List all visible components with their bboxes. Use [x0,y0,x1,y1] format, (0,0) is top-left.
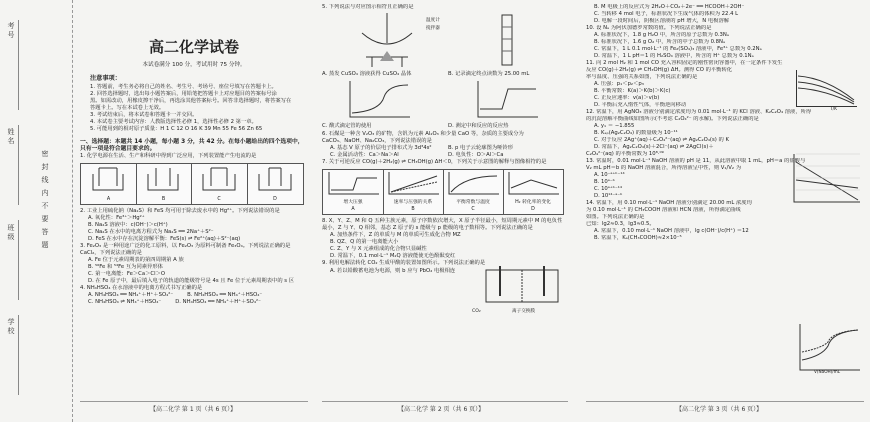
binding-line [18,220,19,300]
text-line: 如图。下列说法正确的是 [586,214,645,220]
option: B. 平衡常数：K(a)＞K(b)＞K(c) [594,88,671,94]
q6-options-row [322,152,568,159]
option: A. 氧化性：Fe³⁺＞Hg²⁺ [88,215,145,221]
option: B. Kₛₚ(Ag₂C₂O₄) 的数量级为 10⁻¹¹ [594,130,678,136]
q4-options-row-2 [80,299,308,306]
q7-cell-a [323,170,384,214]
q5-label-thermometer: 温度计 [426,18,440,23]
question-line: 12. 常温下，用 AgNO₃ 溶液分别滴定浓度均为 0.01 mol·L⁻¹ 的 KCl 溶液、K₂C₂O₄ 溶液，所得 [586,109,812,115]
page-footer-3: 【高二化学 第 3 页（共 6 页）】 [676,406,763,413]
line-graph-icon [383,170,443,198]
binding-label-name: 姓名 [7,128,15,146]
q7-text-b: 速率与压强的关系 [393,200,433,205]
q1-cell-b [136,164,192,204]
binding-label-school: 学校 [7,318,15,336]
q11-graph [790,68,860,112]
q1-figure [80,163,304,205]
q1-cap-a: A [106,197,111,202]
beaker-icon [191,164,247,194]
question-line: 11. 向 2 mol H₂ 和 1 mol CO 充入容积固定的刚性密闭容器中，在一定条件下发生 [586,60,783,66]
line-graph-icon [443,170,503,198]
q9-block [322,260,568,314]
q14-graph [792,322,862,376]
q4-options-row-1 [80,292,308,299]
option: A. y₁ ＝ −1.855 [594,123,635,129]
binding-warning: 密封线内不要答题 [41,150,49,254]
footer-rule [586,401,864,402]
option: A. 常温下，0.10 mol·L⁻¹ NaOH 溶液中，lg c(OH⁻)/c(H⁺) ＝12 [594,228,749,234]
note-line: 黑。如需改动，用橡皮擦干净后，再选涂其他答案标号。回答非选择题时，将答案写在 [90,98,292,104]
q7-cell-c [443,170,504,214]
option: D. 电解一段时间后，阴极区溶液的 pH 增大，N 电极溶解 [594,18,730,24]
q5-caption-c: C. 酸式滴定管的使用 [322,123,372,129]
column-page-1 [80,4,308,400]
titration-graph-icon [472,79,542,121]
option: D. 电负性：O＞Al＞Ca [448,152,504,158]
option: D. 10¹⁴⁻ᵃ⁻ᵇ [594,193,623,199]
option: C. 10ᵃ⁺ᵇ⁻¹⁴ [594,186,622,192]
electrolysis-cell-icon [482,266,562,306]
option: A. 加热条件下，Z 的单质与 M 的单质可生成化合物 MZ [330,232,461,238]
text-line: C₂O₄²⁻(aq) 的平衡常数为 10⁸·⁰⁹ [586,151,664,157]
column-page-3 [586,4,864,400]
question-5: 5. 下列说法与对应图示相符且正确的是 [322,4,414,10]
question-8: 8. X、Y、Z、M 和 Q 五种主族元素，原子序数依次增大，X 原子半径最小，短周期元素中 M 的电负性 [322,218,563,224]
option: A. Fe 位于元素周期表的第四周期第 A 族 [88,257,184,263]
option: A. 压强：p₁＜p₂＜p₃ [594,81,644,87]
exam-subtitle: 本试卷满分 100 分，考试用时 75 分钟。 [142,62,246,68]
option: D. 在 Fe 原子中，最后填入电子的轨道的能级符号是 4s 且 Fe 位于元素周期表中的 s 区 [88,278,295,284]
q5-label-stirrer: 搅拌器 [426,26,440,31]
note-line: 4. 本试卷主要考试内容：人教版选择性必修 1，选择性必修 2 第一章。 [90,119,257,125]
line-graph-icon [323,170,383,198]
question-line: 14. 常温下，用 0.10 mol·L⁻¹ NaOH 溶液分别滴定 20.00 mL 浓度均 [586,200,752,206]
burette-icon [492,13,522,69]
section-heading: 一、选择题：本题共 14 小题，每小题 3 分，共 42 分。在每小题给出的四个选项中，只有一项是符合题目要求的。 [80,139,304,152]
option: C. NH₄HSO₄ ⇌ NH₄⁺＋HSO₄⁻ [88,299,162,305]
binding-line [18,125,19,205]
text-line: 的沉淀溶解平衡曲线如图所示(不考虑 C₂O₄²⁻ 的水解)。下列说法正确的是 [586,116,759,122]
option: D. 常温下，Ag₂C₂O₄(s)＋2Cl⁻(aq) ⇌ 2AgCl(s)＋ [594,144,714,150]
option: B. 常温下，Kₐ(CH₃COOH)≈2×10⁻⁵ [594,235,682,241]
question-2: 2. 工业上用硫化钠（Na₂S）和 FeS 均可用于除去废水中的 Hg²⁺。下列说法错误的是 [80,208,280,214]
option: B. Na₂S 溶液中：c(OH⁻)＞c(H⁺) [88,222,168,228]
q7-figure [322,169,564,215]
q7-cap-d: D [531,207,535,212]
binding-margin [0,0,73,422]
q11-xlabel: T/K [830,107,838,112]
beaker-icon [81,164,136,194]
notes-heading: 注意事项： [90,75,121,82]
binding-label-class: 班级 [7,224,15,242]
q14-xlabel: V(NaOH)/mL [814,369,841,374]
footer-rule [322,401,568,402]
binding-label-exam-no: 考号 [7,22,15,40]
option: A. 基态 V 原子的价层电子排布式为 3d³4s² [330,145,432,151]
option: C. 对于反应 2Ag⁺(aq)＋C₂O₄²⁻(aq) ⇌ Ag₂C₂O₄(s) 的 K [594,137,729,143]
text-line: 已知：lg2≈0.3，lg3≈0.5。 [586,221,655,227]
beaker-icon [247,164,303,194]
option: A. 10⁻ᵃ⁺ᵇ⁻¹⁴ [594,172,625,178]
option: C. Z、Y 与 X 元素组成的化合物只显碱性 [330,246,427,252]
option: D. NH₄HSO₄ ══ NH₄⁺＋H⁺＋SO₄²⁻ [175,299,261,305]
q5-figures [322,11,568,131]
q7-text-d: H₂ 转化率的变化 [515,200,551,205]
text-line: V₂ mL pH＝b 的 NaOH 溶液混合，所得溶液呈中性，则 V₁/V₂ 为 [586,165,742,171]
option: B. NH₄HSO₄ ══ NH₄⁺＋HSO₄⁻ [187,292,263,298]
q12-graph [786,152,862,208]
option: B. QZ、Q 的第一电离能大小 [330,239,399,245]
option: B. M 电极上的反应式为 2H₂O＋CO₂＋2e⁻ ══ HCOOH＋2OH⁻ [594,4,745,10]
option: B. p 电子云轮廓图为哑铃形 [448,145,514,151]
q7-cap-b: B [411,207,415,212]
exam-title: 高二化学试卷 [148,38,239,56]
footer-rule [80,401,308,402]
question-line: 10. 设 Nₐ 为阿伏加德罗常数的值。下列说法正确的是 [586,25,712,31]
q7-text-a: 增大压强 [343,200,363,205]
option: C. 当转移 4 mol 电子，标准状况下生成气体的体积为 22.4 L [594,11,739,17]
beaker-icon [136,164,191,194]
q7-cell-b [383,170,444,214]
option: D. 平衡后充入惰性气体，平衡逆向移动 [594,102,687,108]
question-3: 3. Fe₂O₃ 是一种用途广泛的化工原料，以 Fe₂O₃ 为原料可制备 Fe₃O₄。下列说法正确的是 [80,243,291,249]
question-7: 7. 关于可逆反应 CO(g)＋2H₂(g) ⇌ CH₃OH(g) ΔH＜0，下列关于示意图的解释与图像相符的是 [322,159,547,165]
option: B. 标准状况下，1.6 g O₂ 中，所含的中子总数为 0.8Nₐ [594,39,726,45]
q7-cap-c: C [471,207,475,212]
note-line: 1. 答题前，考生务必将自己的姓名、考生号、考场号、座位号填写在答题卡上。 [90,84,277,90]
question-8-cont: 最小，Z 与 Y、Q 相邻，基态 Z 原子的 s 能级与 p 能级的电子数相等。下列说法正确的是 [322,225,533,231]
question-3-cont: CaCl₂，下列说法正确的是 [80,250,142,256]
line-graph-icon [503,170,563,198]
option: D. 常温下，0.1 mol·L⁻¹ M₂Q 溶液能使无色酚酞变红 [330,253,456,259]
page-footer-2: 【高二化学 第 2 页（共 6 页）】 [398,406,485,413]
note-line: 3. 考试结束后，将本试卷和答题卡一并交回。 [90,112,198,118]
q9-label-membrane: 离子交换膜 [512,309,535,314]
q5-caption-a: A. 蒸发 CuSO₄ 溶液获得 CuSO₄ 晶体 [322,71,412,77]
q1-cell-a [81,164,137,204]
option: B. 10ᵃ⁻ᵇ [594,179,615,185]
column-page-2 [322,4,568,400]
q6-options-row [322,145,568,152]
binding-line [18,315,19,395]
option: C. 常温下，1 L 0.1 mol·L⁻¹ 的 Fe₂(SO₄)₃ 溶液中，Fe³⁺ 总数为 0.2Nₐ [594,46,762,52]
question-line: 13. 常温时，0.01 mol·L⁻¹ NaOH 溶液的 pH 是 11，从此溶液中取 1 mL，pH＝a 的盐酸与 [586,158,806,164]
option: A. 若以铅酸蓄电池为电源，则 b 应与 PbO₂ 电极相连 [330,268,456,274]
q9-label-co2: CO₂ [472,309,481,314]
q5-caption-d: D. 测定中和反应的反应热 [448,123,509,129]
option: C. 金属活动性：Ca＞Na＞Al [330,152,399,158]
q5-caption-b: B. 记录滴定终点读数为 25.00 mL [448,71,530,77]
option: B. ⁵⁶Fe 和 ⁵⁴Fe 互为同素异形体 [88,264,163,270]
question-6: 6. 石煤是一种含 V₂O₃ 的矿物，含钒为元素 Al₂O₃ 和少量 CaO 等，杂质的主要成分为 [322,131,524,137]
q11-curves [796,70,856,106]
q7-text-c: 平衡常数与温度 [456,200,490,205]
titration-graph-icon [344,79,414,121]
q1-cap-c: C [217,197,221,202]
note-line: 答题卡上。写在本试卷上无效。 [90,105,165,111]
option: A. 标准状况下，1.8 g H₂O 中，所含的原子总数为 0.3Nₐ [594,32,729,38]
q1-cap-d: D [273,197,277,202]
question-1: 1. 化学电源在生活、生产和科研中得到广泛应用，下列装置能产生电流的是 [80,153,257,159]
option: C. Na₂S 在水中的电离方程式为 Na₂S ══ 2Na⁺＋S²⁻ [88,229,214,235]
q7-cap-a: A [351,207,355,212]
text-line: 为 0.10 mol·L⁻¹ 的 CH₃COOH 溶液和 HCN 溶液，所得滴定曲线 [586,207,741,213]
option: D. 常温下，1 L pH＝1 的 H₂SO₄ 溶液中，所含的 H⁺ 总数为 0.1Nₐ [594,53,754,59]
q12-curves [786,152,862,208]
note-line: 5. 可能用到的相对原子质量：H 1 C 12 O 16 K 39 Mn 55 Fe 56 Zn 65 [90,126,263,132]
question-6-cont: CaCO₃、NaOH、Na₂CO₃，下列说法错误的是 [322,138,432,144]
q7-cell-d [503,170,563,214]
text-line: 反应 CO(g)＋2H₂(g) ⇌ CH₃OH(g) ΔH。测得 CO 的平衡转化 [586,67,733,73]
q1-cap-b: B [161,197,166,202]
option: A. NH₄HSO₄ ══ NH₄⁺＋H⁺＋SO₄²⁻ [88,292,174,298]
binding-line [18,20,19,110]
note-line: 2. 回答选择题时，选出每小题答案后，用铅笔把答题卡上对应题目的答案标号涂 [90,91,277,97]
option: C. 第一电离能：Fe＞Ca＞Cl＞O [88,271,166,277]
q1-cell-d [247,164,303,204]
question-9: 9. 利用电解法转化 CO₂ 生成甲酸的装置如图所示。下列说法正确的是 [322,260,486,266]
option: C. 正反应速率：v(a)＞v(b) [594,95,660,101]
q1-cell-c [191,164,248,204]
evaporating-dish-icon [352,13,422,69]
option: D. FeS 在水中存在沉淀溶解平衡：FeS(s) ⇌ Fe²⁺(aq)＋S²⁻(aq) [88,236,241,242]
page-footer-1: 【高二化学 第 1 页（共 6 页）】 [150,406,237,413]
text-line: 率与温度、压强的关系如图，下列说法正确的是 [586,74,698,80]
question-4: 4. NH₄HSO₄ 在水溶液中的电离方程式书写正确的是 [80,285,203,291]
